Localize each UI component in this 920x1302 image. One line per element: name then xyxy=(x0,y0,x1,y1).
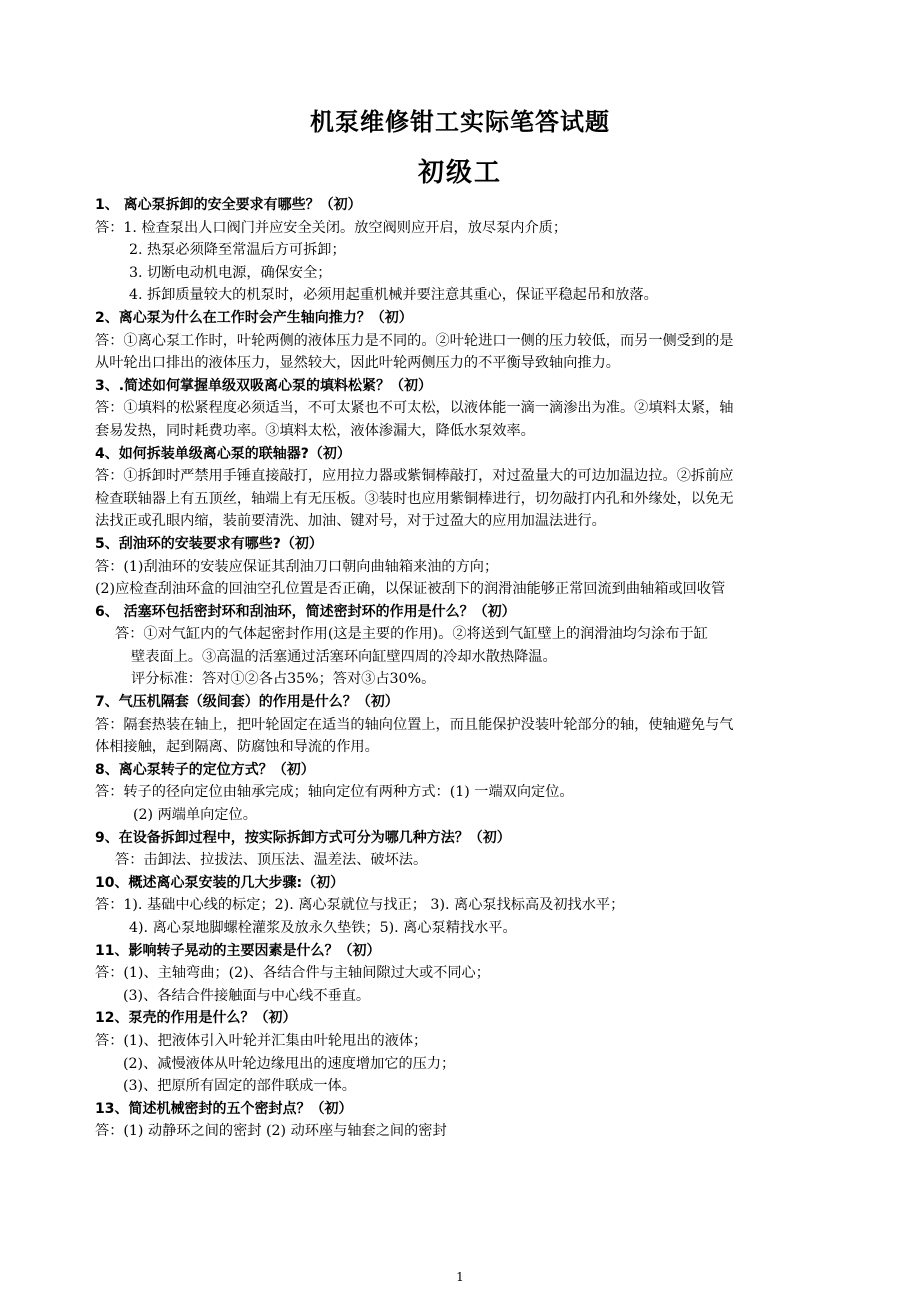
question-heading: 7、气压机隔套（级间套）的作用是什么？（初） xyxy=(95,694,399,711)
question-heading: 12、泵壳的作用是什么？（初） xyxy=(95,1010,297,1027)
question-list xyxy=(95,194,827,1143)
answer-line: 答：1. 检查泵出人口阀门并应安全关闭。放空阀则应开启，放尽泵内介质； xyxy=(95,219,568,236)
answer-line: 壁表面上。③高温的活塞通过活塞环向缸壁四周的冷却水散热降温。 xyxy=(131,648,557,665)
answer-line: 答：①填料的松紧程度必须适当，不可太紧也不可太松，以液体能一滴一滴渗出为准。②填料太紧，轴 xyxy=(95,400,734,417)
page-number: 1 xyxy=(456,1270,464,1284)
answer-line: 4). 离心泵地脚螺栓灌浆及放永久垫铁；5). 离心泵精找水平。 xyxy=(129,920,517,936)
answer-line: 体相接触，起到隔离、防腐蚀和导流的作用。 xyxy=(95,739,379,756)
answer-line: 从叶轮出口排出的液体压力，显然较大，因此叶轮两侧压力的不平衡导致轴向推力。 xyxy=(95,355,620,372)
question-heading: 8、离心泵转子的定位方式？（初） xyxy=(95,761,315,778)
answer-line: (2)、减慢液体从叶轮边缘甩出的速度增加它的压力； xyxy=(123,1055,456,1072)
answer-line: 答：(1)、主轴弯曲；(2)、各结合件与主轴间隙过大或不同心； xyxy=(95,965,490,982)
answer-line: 套易发热，同时耗费功率。③填料太松，液体渗漏大，降低水泵效率。 xyxy=(95,422,535,439)
answer-line: 答：①对气缸内的气体起密封作用(这是主要的作用)。②将送到气缸壁上的润滑油均匀涂布于缸 xyxy=(115,626,708,643)
question-heading: 6、 活塞环包括密封环和刮油环，简述密封环的作用是什么？（初） xyxy=(95,603,516,620)
question-heading: 10、概述离心泵安装的几大步骤:（初） xyxy=(95,874,345,891)
answer-line: 答：①离心泵工作时，叶轮两侧的液体压力是不同的。②叶轮进口一侧的压力较低，而另一侧受到的是 xyxy=(95,332,734,349)
answer-line: 3. 切断电动机电源，确保安全； xyxy=(129,264,332,281)
question-heading: 4、如何拆装单级离心泵的联轴器?（初） xyxy=(95,445,351,462)
answer-line: 评分标准：答对①②各占35%；答对③占30%。 xyxy=(131,671,436,688)
page-title: 机泵维修钳工实际笔答试题 xyxy=(310,108,610,136)
answer-line: 答：(1)刮油环的安装应保证其刮油刀口朝向曲轴箱来油的方向； xyxy=(95,558,499,575)
answer-line: 答：1). 基础中心线的标定；2). 离心泵就位与找正； 3). 离心泵找标高及初找水平； xyxy=(95,897,625,914)
answer-line: 2. 热泵必须降至常温后方可拆卸； xyxy=(129,242,346,259)
question-heading: 9、在设备拆卸过程中，按实际拆卸方式可分为哪几种方法？（初） xyxy=(95,829,511,846)
question-heading: 11、影响转子晃动的主要因素是什么？（初） xyxy=(95,942,381,959)
answer-line: 答：①拆卸时严禁用手锤直接敲打，应用拉力器或紫铜棒敲打，对过盈量大的可边加温边拉。②拆前应 xyxy=(95,468,734,485)
answer-line: 答：隔套热装在轴上，把叶轮固定在适当的轴向位置上，而且能保护没装叶轮部分的轴，使轴避免与气 xyxy=(95,716,734,733)
answer-line: (3)、把原所有固定的部件联成一体。 xyxy=(123,1078,356,1095)
answer-line: 答：(1) 动静环之间的密封 (2) 动环座与轴套之间的密封 xyxy=(95,1123,447,1140)
question-heading: 3、.简述如何掌握单级双吸离心泵的填料松紧？（初） xyxy=(95,377,433,394)
question-heading: 1、 离心泵拆卸的安全要求有哪些？（初） xyxy=(95,197,362,213)
answer-line: 答：转子的径向定位由轴承完成；轴向定位有两种方式：(1) 一端双向定位。 xyxy=(95,784,574,801)
answer-line: (2) 两端单向定位。 xyxy=(133,807,257,824)
page-subtitle: 初级工 xyxy=(417,158,502,188)
answer-line: 答：(1)、把液体引入叶轮并汇集由叶轮甩出的液体； xyxy=(95,1032,428,1049)
question-heading: 5、刮油环的安装要求有哪些?（初） xyxy=(95,535,323,552)
answer-line: 检查联轴器上有五顶丝，轴端上有无压板。③装时也应用紫铜棒进行，切勿敲打内孔和外缘处，以免无 xyxy=(95,490,734,507)
answer-line: 法找正或孔眼内缩，装前要清洗、加油、键对号，对于过盈大的应用加温法进行。 xyxy=(95,513,606,530)
answer-line: (3)、各结合件接触面与中心线不垂直。 xyxy=(123,987,371,1004)
answer-line: 答：击卸法、拉拔法、顶压法、温差法、破坏法。 xyxy=(115,852,428,869)
question-heading: 13、简述机械密封的五个密封点？（初） xyxy=(95,1100,353,1117)
answer-line: (2)应检查刮油环盒的回油空孔位置是否正确，以保证被刮下的润滑油能够正常回流到曲轴箱或回收管 xyxy=(95,581,726,598)
answer-line: 4. 拆卸质量较大的机泵时，必须用起重机械并要注意其重心，保证平稳起吊和放落。 xyxy=(129,287,658,304)
question-heading: 2、离心泵为什么在工作时会产生轴向推力？（初） xyxy=(95,309,413,326)
